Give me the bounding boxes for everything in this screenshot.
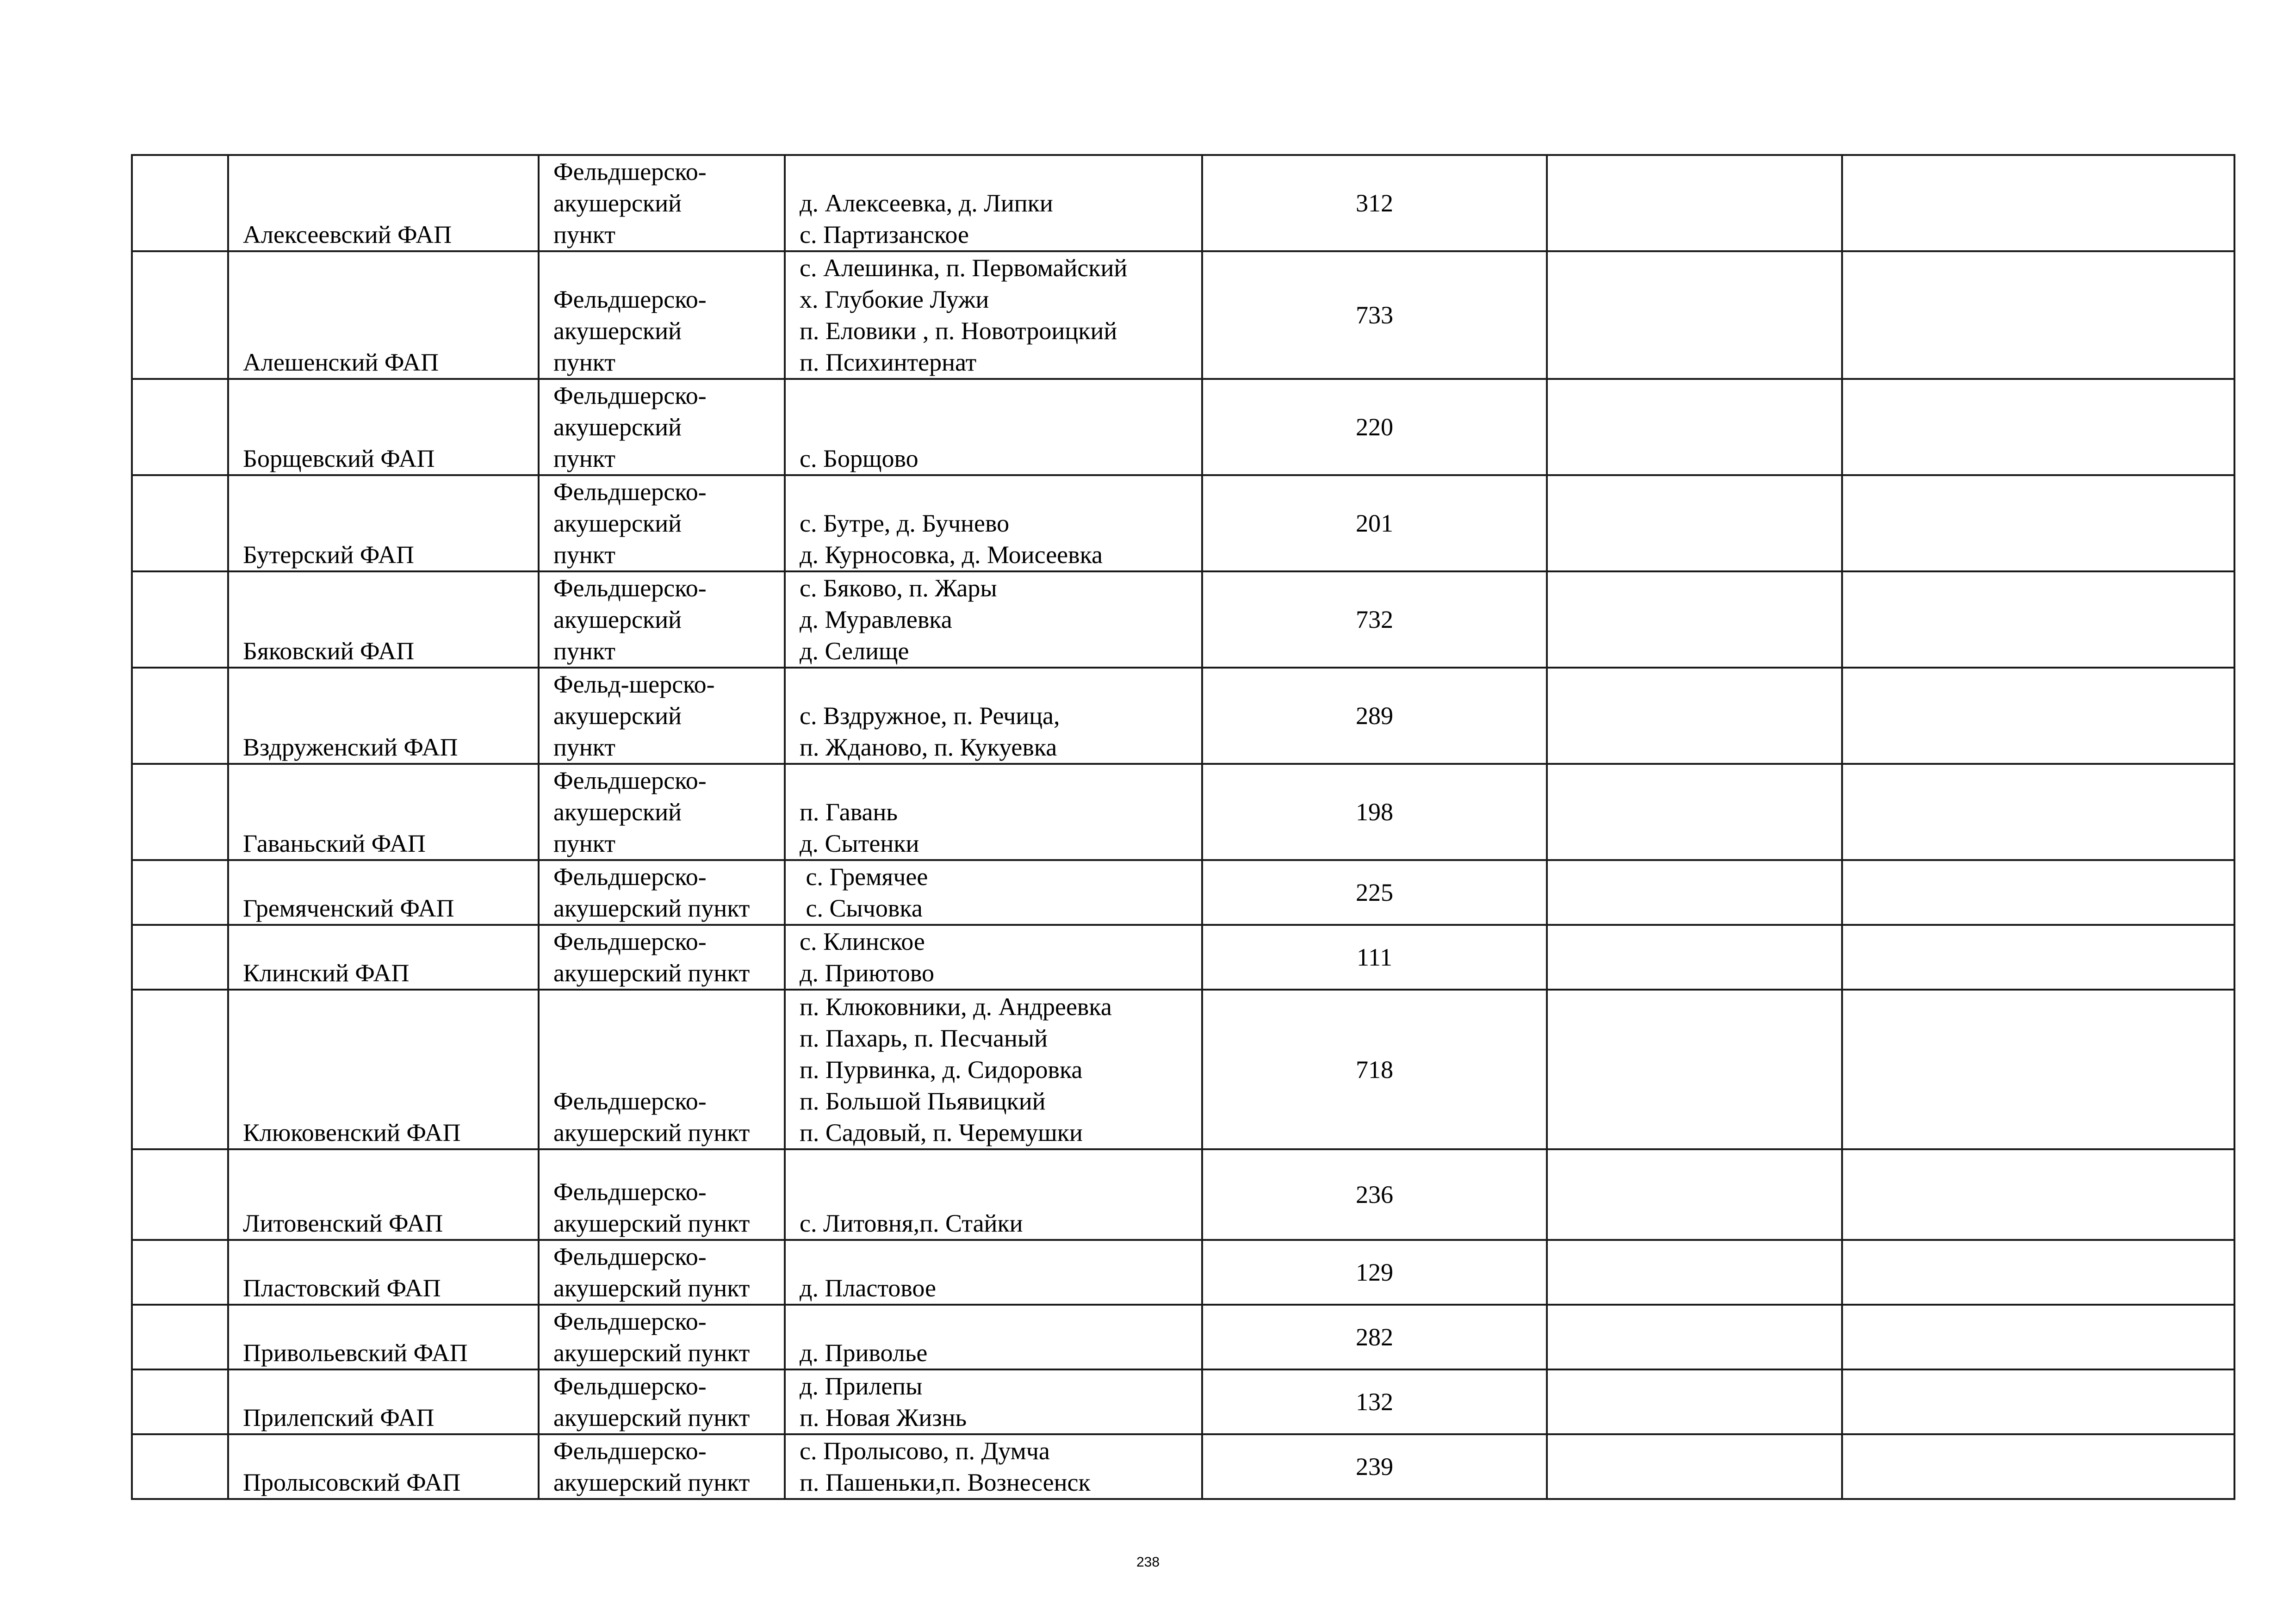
fap-name-cell: Клюковенский ФАП <box>228 990 539 1149</box>
facility-type-cell <box>539 155 785 251</box>
facility-type-line: акушерский пункт <box>553 1339 750 1367</box>
facility-type-line: пункт <box>553 221 615 248</box>
facility-type-line: Фельдшерско- <box>553 285 707 313</box>
population-cell: 225 <box>1202 860 1547 925</box>
settlement-line: с. Партизанское <box>800 221 969 248</box>
facility-type-line: пункт <box>553 733 615 761</box>
settlement-line: с. Гремячее <box>800 863 928 891</box>
empty-cell-b <box>1842 1369 2234 1434</box>
row-index-cell <box>132 1149 228 1240</box>
empty-cell-a <box>1547 1434 1842 1499</box>
table-row <box>132 475 2234 571</box>
empty-cell-a <box>1547 571 1842 668</box>
fap-name-cell: Литовенский ФАП <box>228 1149 539 1240</box>
facility-type-line: Фельдшерско- <box>553 1307 707 1335</box>
facility-type-line: Фельдшерско- <box>553 1437 707 1465</box>
settlements-cell <box>785 860 1202 925</box>
facility-type-line: пункт <box>553 637 615 665</box>
population-cell: 198 <box>1202 764 1547 860</box>
facility-type-line: Фельдшерско- <box>553 928 707 955</box>
settlement-line: п. Пурвинка, д. Сидоровка <box>800 1056 1083 1084</box>
facility-type-line: акушерский <box>553 189 682 217</box>
empty-cell-b <box>1842 571 2234 668</box>
settlements-cell <box>785 571 1202 668</box>
settlement-line: с. Литовня,п. Стайки <box>800 1209 1023 1237</box>
empty-cell-b <box>1842 1305 2234 1369</box>
fap-name-cell: Гремяченский ФАП <box>228 860 539 925</box>
settlements-cell <box>785 1149 1202 1240</box>
fap-name-cell: Алексеевский ФАП <box>228 155 539 251</box>
empty-cell-a <box>1547 990 1842 1149</box>
table-row <box>132 860 2234 925</box>
empty-cell-a <box>1547 251 1842 379</box>
row-index-cell <box>132 764 228 860</box>
facility-type-cell <box>539 1305 785 1369</box>
settlement-line: п. Пашеньки,п. Вознесенск <box>800 1468 1091 1496</box>
settlement-line: с. Бутре, д. Бучнево <box>800 509 1010 537</box>
population-cell: 733 <box>1202 251 1547 379</box>
table-row <box>132 1149 2234 1240</box>
facility-type-line: акушерский <box>553 413 682 441</box>
facility-type-line: акушерский пункт <box>553 1119 750 1146</box>
row-index-cell <box>132 1434 228 1499</box>
table-row <box>132 1369 2234 1434</box>
facility-type-line: Фельдшерско- <box>553 1243 707 1270</box>
fap-name-cell: Бяковский ФАП <box>228 571 539 668</box>
empty-cell-a <box>1547 379 1842 475</box>
facility-type-line: пункт <box>553 348 615 376</box>
settlement-line: п. Пахарь, п. Песчаный <box>800 1024 1048 1052</box>
facility-type-cell <box>539 475 785 571</box>
settlement-line: д. Алексеевка, д. Липки <box>800 189 1053 217</box>
facility-type-line: Фельдшерско- <box>553 382 707 409</box>
settlement-line: с. Бяково, п. Жары <box>800 574 997 602</box>
empty-cell-b <box>1842 1149 2234 1240</box>
facility-type-cell <box>539 251 785 379</box>
population-cell: 732 <box>1202 571 1547 668</box>
fap-name-cell: Борщевский ФАП <box>228 379 539 475</box>
row-index-cell <box>132 155 228 251</box>
settlements-cell <box>785 1305 1202 1369</box>
facility-type-line: акушерский пункт <box>553 894 750 922</box>
settlements-cell <box>785 1240 1202 1305</box>
population-cell: 239 <box>1202 1434 1547 1499</box>
empty-cell-b <box>1842 251 2234 379</box>
facility-type-cell <box>539 990 785 1149</box>
row-index-cell <box>132 571 228 668</box>
settlement-line: с. Борщово <box>800 445 918 472</box>
table-row <box>132 925 2234 990</box>
population-cell: 282 <box>1202 1305 1547 1369</box>
population-cell: 129 <box>1202 1240 1547 1305</box>
settlement-line: х. Глубокие Лужи <box>800 285 989 313</box>
settlements-cell <box>785 155 1202 251</box>
settlement-line: с. Клинское <box>800 928 925 955</box>
empty-cell-b <box>1842 925 2234 990</box>
row-index-cell <box>132 475 228 571</box>
row-index-cell <box>132 251 228 379</box>
empty-cell-a <box>1547 925 1842 990</box>
fap-name-cell: Клинский ФАП <box>228 925 539 990</box>
row-index-cell <box>132 990 228 1149</box>
empty-cell-a <box>1547 1369 1842 1434</box>
settlement-line: с. Пролысово, п. Думча <box>800 1437 1050 1465</box>
settlements-cell <box>785 668 1202 764</box>
settlements-cell <box>785 475 1202 571</box>
facility-type-line: акушерский <box>553 509 682 537</box>
fap-table <box>131 154 2235 1500</box>
settlements-cell <box>785 379 1202 475</box>
empty-cell-b <box>1842 155 2234 251</box>
facility-type-line: акушерский <box>553 606 682 633</box>
settlements-cell <box>785 764 1202 860</box>
facility-type-line: акушерский <box>553 702 682 730</box>
fap-name-cell: Алешенский ФАП <box>228 251 539 379</box>
empty-cell-a <box>1547 764 1842 860</box>
settlement-line: д. Прилепы <box>800 1372 923 1400</box>
settlement-line: п. Клюковники, д. Андреевка <box>800 993 1112 1021</box>
facility-type-line: акушерский пункт <box>553 959 750 987</box>
empty-cell-a <box>1547 668 1842 764</box>
facility-type-cell <box>539 668 785 764</box>
population-cell: 289 <box>1202 668 1547 764</box>
settlements-cell <box>785 1434 1202 1499</box>
row-index-cell <box>132 668 228 764</box>
facility-type-cell <box>539 571 785 668</box>
empty-cell-b <box>1842 475 2234 571</box>
population-cell: 220 <box>1202 379 1547 475</box>
settlement-line: п. Психинтернат <box>800 348 977 376</box>
settlement-line: п. Гавань <box>800 798 898 826</box>
facility-type-cell <box>539 1149 785 1240</box>
empty-cell-b <box>1842 668 2234 764</box>
row-index-cell <box>132 1240 228 1305</box>
settlement-line: с. Вздружное, п. Речица, <box>800 702 1060 730</box>
population-cell: 312 <box>1202 155 1547 251</box>
row-index-cell <box>132 1369 228 1434</box>
row-index-cell <box>132 379 228 475</box>
settlement-line: д. Приволье <box>800 1339 928 1367</box>
settlements-cell <box>785 925 1202 990</box>
population-cell: 132 <box>1202 1369 1547 1434</box>
facility-type-cell <box>539 860 785 925</box>
settlement-line: д. Пластовое <box>800 1274 936 1302</box>
facility-type-line: акушерский <box>553 317 682 345</box>
row-index-cell <box>132 1305 228 1369</box>
facility-type-line: акушерский пункт <box>553 1209 750 1237</box>
facility-type-line: пункт <box>553 445 615 472</box>
table-row <box>132 990 2234 1149</box>
facility-type-cell <box>539 764 785 860</box>
fap-name-cell: Прилепский ФАП <box>228 1369 539 1434</box>
table-row <box>132 571 2234 668</box>
table-row <box>132 668 2234 764</box>
empty-cell-a <box>1547 1149 1842 1240</box>
facility-type-cell <box>539 1434 785 1499</box>
facility-type-cell <box>539 925 785 990</box>
facility-type-line: акушерский пункт <box>553 1274 750 1302</box>
facility-type-line: акушерский пункт <box>553 1468 750 1496</box>
facility-type-line: акушерский пункт <box>553 1404 750 1431</box>
facility-type-cell <box>539 1369 785 1434</box>
page-number: 238 <box>1136 1555 1160 1570</box>
settlements-cell <box>785 1369 1202 1434</box>
row-index-cell <box>132 925 228 990</box>
facility-type-line: Фельдшерско- <box>553 767 707 794</box>
settlement-line: с. Алешинка, п. Первомайский <box>800 254 1128 282</box>
settlement-line: д. Муравлевка <box>800 606 952 633</box>
facility-type-line: Фельдшерско- <box>553 574 707 602</box>
population-cell: 201 <box>1202 475 1547 571</box>
facility-type-line: Фельдшерско- <box>553 1087 707 1115</box>
fap-name-cell: Привольевский ФАП <box>228 1305 539 1369</box>
facility-type-cell <box>539 379 785 475</box>
empty-cell-b <box>1842 764 2234 860</box>
fap-name-cell: Бутерский ФАП <box>228 475 539 571</box>
empty-cell-a <box>1547 1305 1842 1369</box>
settlement-line: п. Жданово, п. Кукуевка <box>800 733 1057 761</box>
facility-type-line: Фельдшерско- <box>553 478 707 506</box>
settlement-line: п. Еловики , п. Новотроицкий <box>800 317 1117 345</box>
empty-cell-b <box>1842 1240 2234 1305</box>
settlement-line: с. Сычовка <box>800 894 923 922</box>
settlement-line: д. Приютово <box>800 959 935 987</box>
table-row <box>132 1434 2234 1499</box>
empty-cell-a <box>1547 155 1842 251</box>
fap-name-cell: Вздруженский ФАП <box>228 668 539 764</box>
facility-type-line: пункт <box>553 830 615 857</box>
table-row <box>132 155 2234 251</box>
facility-type-line: пункт <box>553 541 615 569</box>
settlement-line: п. Новая Жизнь <box>800 1404 967 1431</box>
settlement-line: п. Садовый, п. Черемушки <box>800 1119 1083 1146</box>
facility-type-cell <box>539 1240 785 1305</box>
population-cell: 718 <box>1202 990 1547 1149</box>
empty-cell-a <box>1547 860 1842 925</box>
empty-cell-b <box>1842 990 2234 1149</box>
empty-cell-a <box>1547 1240 1842 1305</box>
table-row <box>132 251 2234 379</box>
population-cell: 111 <box>1202 925 1547 990</box>
settlements-cell <box>785 251 1202 379</box>
table-row <box>132 764 2234 860</box>
fap-table-body <box>132 155 2234 1499</box>
population-cell: 236 <box>1202 1149 1547 1240</box>
facility-type-line: Фельдшерско- <box>553 1372 707 1400</box>
settlement-line: д. Селище <box>800 637 909 665</box>
empty-cell-b <box>1842 860 2234 925</box>
settlement-line: п. Большой Пьявицкий <box>800 1087 1046 1115</box>
settlement-line: д. Сытенки <box>800 830 919 857</box>
empty-cell-b <box>1842 1434 2234 1499</box>
facility-type-line: акушерский <box>553 798 682 826</box>
table-row <box>132 379 2234 475</box>
table-row <box>132 1305 2234 1369</box>
facility-type-line: Фельдшерско- <box>553 863 707 891</box>
fap-name-cell: Пролысовский ФАП <box>228 1434 539 1499</box>
facility-type-line: Фельдшерско- <box>553 1178 707 1206</box>
empty-cell-a <box>1547 475 1842 571</box>
fap-name-cell: Пластовский ФАП <box>228 1240 539 1305</box>
settlement-line: д. Курносовка, д. Моисеевка <box>800 541 1103 569</box>
settlements-cell <box>785 990 1202 1149</box>
facility-type-line: Фельд-шерско- <box>553 670 715 698</box>
row-index-cell <box>132 860 228 925</box>
facility-type-line: Фельдшерско- <box>553 158 707 186</box>
empty-cell-b <box>1842 379 2234 475</box>
fap-name-cell: Гаваньский ФАП <box>228 764 539 860</box>
table-row <box>132 1240 2234 1305</box>
